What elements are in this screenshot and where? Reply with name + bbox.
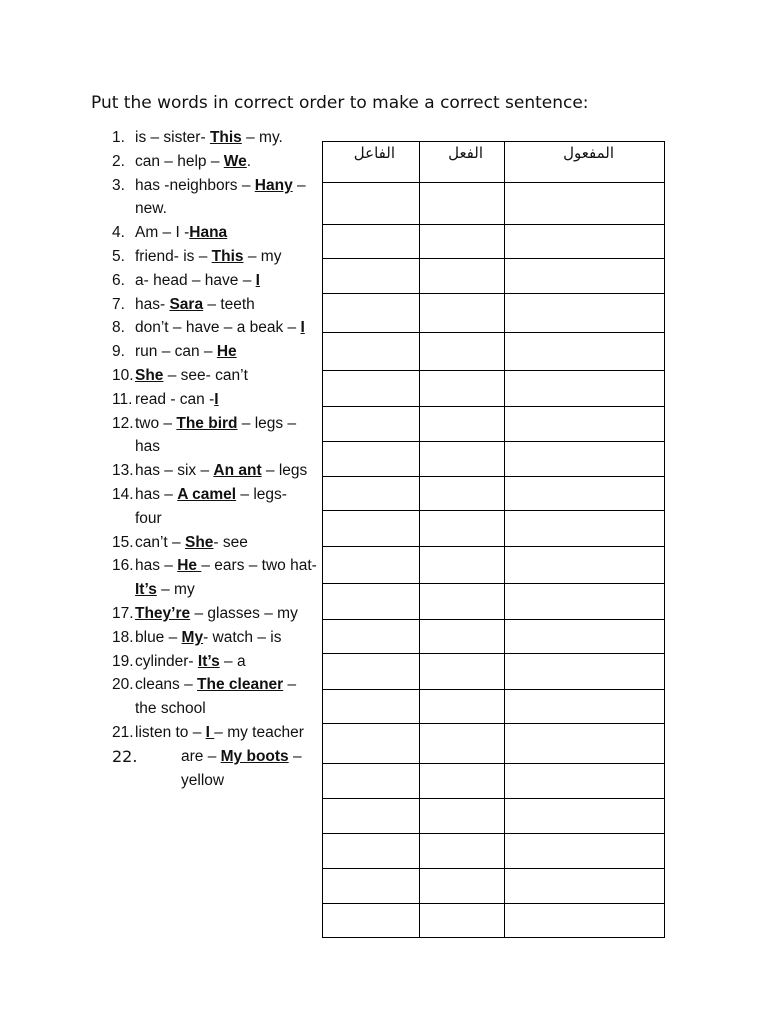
- item-number: 20.: [112, 676, 134, 694]
- table-row: [323, 442, 665, 477]
- answer-cell-object[interactable]: [505, 869, 665, 904]
- word-group: can – help –: [135, 152, 224, 170]
- list-item: [112, 221, 317, 245]
- word-group: – my: [243, 247, 282, 265]
- list-item: [112, 388, 317, 412]
- item-text: [135, 245, 317, 269]
- answer-cell-object[interactable]: [505, 584, 665, 620]
- item-text: [135, 459, 317, 483]
- word-group: a- head – have –: [135, 271, 256, 289]
- answer-cell-subject[interactable]: [323, 225, 420, 259]
- word-group: are –: [181, 747, 221, 765]
- table-row: [323, 620, 665, 654]
- item-text: [135, 221, 317, 245]
- word-group: – a: [219, 652, 246, 670]
- answer-cell-subject[interactable]: [323, 259, 420, 294]
- table-row: [323, 904, 665, 938]
- item-number: 4.: [112, 224, 125, 242]
- answer-cell-verb[interactable]: [420, 869, 505, 904]
- word-group: friend- is –: [135, 247, 212, 265]
- header-subject-label: الفاعل: [353, 144, 395, 162]
- list-item: [112, 483, 317, 531]
- item-text: [135, 673, 317, 721]
- list-item: [112, 531, 317, 555]
- word-group: - see: [213, 533, 248, 551]
- item-number: 5.: [112, 247, 125, 265]
- table-row: [323, 333, 665, 371]
- item-number: 8.: [112, 319, 125, 337]
- answer-cell-object[interactable]: [505, 690, 665, 724]
- list-item: [112, 340, 317, 364]
- word-group: read - can -: [135, 390, 215, 408]
- answer-cell-subject[interactable]: [323, 690, 420, 724]
- item-text: [135, 174, 317, 222]
- answer-cell-object[interactable]: [505, 620, 665, 654]
- answer-cell-object[interactable]: [505, 407, 665, 442]
- table-row: [323, 371, 665, 407]
- subject-word: Sara: [169, 295, 204, 313]
- answer-cell-subject[interactable]: [323, 183, 420, 225]
- item-text: [135, 483, 317, 531]
- word-group: – legs: [261, 462, 308, 480]
- answer-cell-object[interactable]: [505, 477, 665, 511]
- answer-cell-subject[interactable]: [323, 724, 420, 764]
- answer-cell-object[interactable]: [505, 904, 665, 938]
- answer-cell-object[interactable]: [505, 442, 665, 477]
- subject-word: My boots: [220, 747, 289, 765]
- answer-cell-object[interactable]: [505, 654, 665, 690]
- answer-cell-subject[interactable]: [323, 904, 420, 938]
- word-group: .: [246, 152, 252, 170]
- answer-cell-object[interactable]: [505, 183, 665, 225]
- answer-cell-verb[interactable]: [420, 690, 505, 724]
- word-group: – glasses – my: [190, 604, 298, 622]
- table-row: [323, 225, 665, 259]
- subject-word: This: [211, 247, 244, 265]
- list-item: [112, 554, 317, 602]
- subject-word: The cleaner: [197, 676, 284, 694]
- item-text: [135, 150, 317, 174]
- table-row: [323, 294, 665, 333]
- word-group: blue –: [135, 628, 182, 646]
- header-verb: [420, 142, 505, 183]
- answer-cell-object[interactable]: [505, 834, 665, 869]
- item-number: 12.: [112, 414, 134, 432]
- word-group: – my: [156, 581, 195, 599]
- subject-word: It’s: [135, 581, 157, 599]
- item-text: [135, 340, 317, 364]
- subject-word: It’s: [197, 652, 220, 670]
- subject-word: This: [209, 129, 242, 146]
- header-object-label: المفعول: [563, 144, 614, 162]
- subject-word: A camel: [177, 485, 237, 503]
- answer-cell-subject[interactable]: [323, 511, 420, 547]
- answer-cell-verb[interactable]: [420, 183, 505, 225]
- list-item: [112, 174, 317, 222]
- table-row: [323, 477, 665, 511]
- answer-cell-verb[interactable]: [420, 442, 505, 477]
- word-group: two –: [135, 414, 177, 432]
- item-text: [135, 388, 317, 412]
- item-number: 16.: [112, 557, 134, 575]
- word-group: cleans –: [135, 676, 198, 694]
- item-number: 7.: [112, 295, 125, 313]
- answer-cell-verb[interactable]: [420, 294, 505, 333]
- item-text: [135, 316, 317, 340]
- list-item: [112, 245, 317, 269]
- word-group: Am – I -: [135, 224, 190, 242]
- list-item: [112, 269, 317, 293]
- answer-cell-object[interactable]: [505, 259, 665, 294]
- list-item: [112, 412, 317, 460]
- answer-cell-object[interactable]: [505, 799, 665, 834]
- answer-cell-verb[interactable]: [420, 407, 505, 442]
- word-group: – my.: [241, 129, 283, 146]
- answer-cell-subject[interactable]: [323, 834, 420, 869]
- item-text: [135, 721, 317, 745]
- subject-word: I: [300, 319, 305, 337]
- table-row: [323, 799, 665, 834]
- item-text: [135, 626, 317, 650]
- answer-cell-subject[interactable]: [323, 799, 420, 834]
- item-text: [135, 650, 317, 674]
- answer-cell-verb[interactable]: [420, 511, 505, 547]
- header-verb-label: الفعل: [448, 144, 483, 162]
- list-item: [112, 673, 317, 721]
- list-item: [112, 459, 317, 483]
- answer-cell-subject[interactable]: [323, 764, 420, 799]
- list-item: [112, 650, 317, 674]
- item-number: 1.: [112, 129, 125, 146]
- answer-cell-subject[interactable]: [323, 620, 420, 654]
- word-group: has –: [135, 485, 178, 503]
- word-group: – teeth: [203, 295, 255, 313]
- word-group: run – can –: [135, 343, 217, 361]
- item-text: [135, 364, 317, 388]
- answer-cell-subject[interactable]: [323, 547, 420, 584]
- item-text: [135, 269, 317, 293]
- item-number: 14.: [112, 485, 134, 503]
- list-item: [112, 150, 317, 174]
- list-item: [112, 721, 317, 745]
- subject-word: I: [205, 723, 215, 741]
- table-row: [323, 547, 665, 584]
- answer-cell-subject[interactable]: [323, 407, 420, 442]
- item-text: [135, 293, 317, 317]
- list-item: [112, 745, 317, 793]
- subject-word: My: [181, 628, 204, 646]
- word-group: – legs – has: [135, 414, 297, 456]
- table-row: [323, 834, 665, 869]
- word-group: has – six –: [135, 462, 214, 480]
- table-row: [323, 724, 665, 764]
- item-number: 6.: [112, 271, 125, 289]
- item-number: 18.: [112, 628, 134, 646]
- table-header-row: [323, 142, 665, 183]
- list-item: [112, 626, 317, 650]
- subject-word: We: [223, 152, 247, 170]
- item-text: [181, 745, 317, 793]
- list-item: [112, 316, 317, 340]
- answer-cell-verb[interactable]: [420, 371, 505, 407]
- table-row: [323, 183, 665, 225]
- answer-cell-subject[interactable]: [323, 294, 420, 333]
- word-group: don’t – have – a beak –: [135, 319, 301, 337]
- item-number: 19.: [112, 652, 134, 670]
- answer-table: [322, 141, 665, 938]
- word-group: – yellow: [181, 747, 302, 789]
- table-row: [323, 654, 665, 690]
- answer-cell-verb[interactable]: [420, 477, 505, 511]
- answer-cell-subject[interactable]: [323, 869, 420, 904]
- answer-cell-verb[interactable]: [420, 764, 505, 799]
- subject-word: Hany: [254, 176, 293, 194]
- table-row: [323, 259, 665, 294]
- word-group: has -neighbors –: [135, 176, 255, 194]
- list-item: [112, 602, 317, 626]
- subject-word: She: [184, 533, 214, 551]
- answer-cell-subject[interactable]: [323, 442, 420, 477]
- answer-cell-subject[interactable]: [323, 333, 420, 371]
- answer-cell-verb[interactable]: [420, 724, 505, 764]
- answer-cell-verb[interactable]: [420, 333, 505, 371]
- subject-word: An ant: [213, 462, 262, 480]
- answer-cell-object[interactable]: [505, 511, 665, 547]
- subject-word: I: [214, 390, 219, 408]
- item-text: [135, 554, 317, 602]
- header-object: [505, 142, 665, 183]
- item-number: 15.: [112, 533, 134, 551]
- answer-cell-verb[interactable]: [420, 904, 505, 938]
- sentence-list: [112, 126, 317, 792]
- table-row: [323, 869, 665, 904]
- word-group: – ears – two hat-: [201, 557, 317, 575]
- item-text: [135, 602, 317, 626]
- answer-cell-object[interactable]: [505, 547, 665, 584]
- table-row: [323, 584, 665, 620]
- word-group: – the school: [135, 676, 297, 718]
- subject-word: They’re: [135, 604, 191, 622]
- word-group: has –: [135, 557, 178, 575]
- answer-cell-subject[interactable]: [323, 654, 420, 690]
- answer-cell-verb[interactable]: [420, 799, 505, 834]
- list-item: [112, 126, 317, 150]
- subject-word: He: [216, 343, 237, 361]
- word-group: - watch – is: [203, 628, 282, 646]
- answer-cell-verb[interactable]: [420, 834, 505, 869]
- header-subject: [323, 142, 420, 183]
- answer-cell-verb[interactable]: [420, 654, 505, 690]
- table-row: [323, 764, 665, 799]
- list-item: [112, 293, 317, 317]
- table-row: [323, 407, 665, 442]
- answer-cell-verb[interactable]: [420, 620, 505, 654]
- list-item: [112, 364, 317, 388]
- answer-cell-verb[interactable]: [420, 547, 505, 584]
- answer-cell-subject[interactable]: [323, 371, 420, 407]
- item-text: [135, 126, 317, 150]
- item-text: [135, 531, 317, 555]
- word-group: cylinder-: [135, 652, 198, 670]
- table-row: [323, 511, 665, 547]
- table-row: [323, 690, 665, 724]
- item-number: 11.: [112, 390, 133, 408]
- subject-word: He: [177, 557, 202, 575]
- item-number: 21.: [112, 723, 134, 741]
- word-group: – see- can’t: [163, 366, 248, 384]
- item-number: 22.: [112, 746, 138, 766]
- answer-cell-object[interactable]: [505, 294, 665, 333]
- word-group: has-: [135, 295, 170, 313]
- answer-cell-object[interactable]: [505, 764, 665, 799]
- subject-word: The bird: [176, 414, 238, 432]
- word-group: can’t –: [135, 533, 185, 551]
- answer-cell-object[interactable]: [505, 333, 665, 371]
- answer-cell-verb[interactable]: [420, 259, 505, 294]
- item-number: 2.: [112, 152, 125, 170]
- answer-cell-verb[interactable]: [420, 584, 505, 620]
- item-number: 10.: [112, 366, 134, 384]
- subject-word: She: [135, 366, 164, 384]
- answer-cell-object[interactable]: [505, 371, 665, 407]
- answer-cell-object[interactable]: [505, 225, 665, 259]
- answer-cell-subject[interactable]: [323, 477, 420, 511]
- answer-cell-object[interactable]: [505, 724, 665, 764]
- subject-word: I: [255, 271, 260, 289]
- word-group: – new.: [135, 176, 306, 218]
- word-group: listen to –: [135, 723, 206, 741]
- answer-cell-subject[interactable]: [323, 584, 420, 620]
- answer-cell-verb[interactable]: [420, 225, 505, 259]
- item-number: 3.: [112, 176, 125, 194]
- subject-word: Hana: [189, 224, 228, 242]
- item-number: 17.: [112, 604, 134, 622]
- page-title: Put the words in correct order to make a correct sentence:: [91, 93, 589, 113]
- item-text: [135, 412, 317, 460]
- word-group: – legs- four: [135, 485, 287, 527]
- word-group: is – sister-: [135, 129, 210, 146]
- item-number: 13.: [112, 462, 134, 480]
- item-number: 9.: [112, 343, 125, 361]
- word-group: – my teacher: [214, 723, 304, 741]
